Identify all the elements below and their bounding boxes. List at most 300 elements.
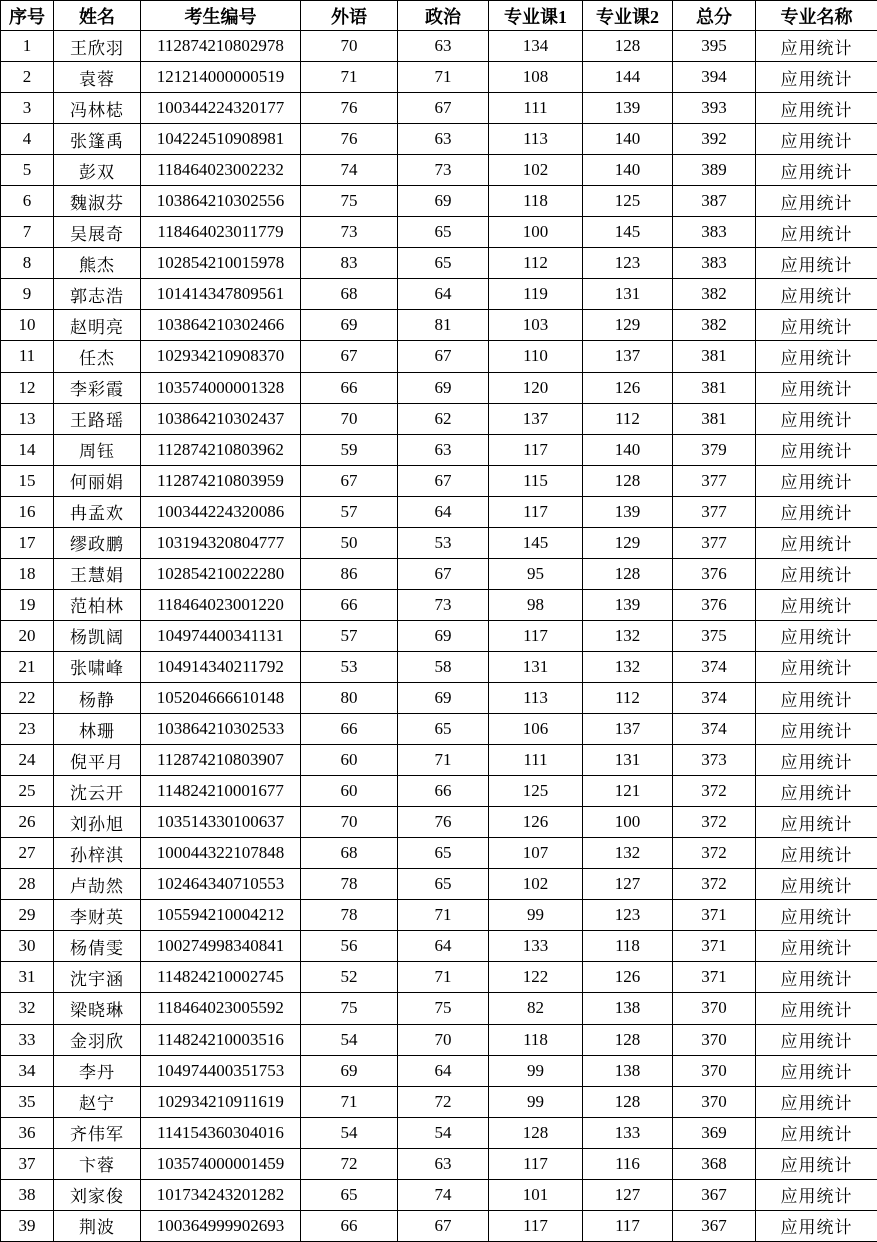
index-cell: 22: [1, 682, 54, 713]
table-row: [1, 279, 877, 310]
table-row: [1, 465, 877, 496]
foreign-language-cell: 70: [301, 31, 398, 62]
major-course-1-cell: 122: [489, 962, 583, 993]
major-cell: 应用统计: [756, 682, 877, 713]
candidate-id-cell: 102934210908370: [141, 341, 301, 372]
major-course-1-cell: 120: [489, 372, 583, 403]
politics-cell: 65: [398, 714, 489, 745]
politics-cell: 67: [398, 93, 489, 124]
candidate-id-cell: 118464023001220: [141, 589, 301, 620]
index-cell: 31: [1, 962, 54, 993]
index-cell: 24: [1, 745, 54, 776]
total-score-cell: 377: [673, 527, 756, 558]
politics-cell: 67: [398, 341, 489, 372]
table-row: [1, 1024, 877, 1055]
major-course-1-cell: 117: [489, 434, 583, 465]
major-course-2-cell: 123: [583, 248, 673, 279]
name-cell: 杨倩雯: [54, 931, 141, 962]
table-row: [1, 776, 877, 807]
major-course-1-cell: 111: [489, 93, 583, 124]
candidate-id-cell: 103864210302556: [141, 186, 301, 217]
major-cell: 应用统计: [756, 714, 877, 745]
name-cell: 王路瑶: [54, 403, 141, 434]
major-course-2-cell: 145: [583, 217, 673, 248]
total-score-cell: 379: [673, 434, 756, 465]
major-course-1-cell: 133: [489, 931, 583, 962]
candidate-id-cell: 102934210911619: [141, 1086, 301, 1117]
table-row: [1, 869, 877, 900]
total-score-cell: 393: [673, 93, 756, 124]
politics-cell: 71: [398, 62, 489, 93]
major-course-2-cell: 116: [583, 1148, 673, 1179]
politics-cell: 62: [398, 403, 489, 434]
candidate-id-cell: 103514330100637: [141, 807, 301, 838]
major-cell: 应用统计: [756, 1086, 877, 1117]
col-header-major-name: 专业名称: [756, 1, 877, 31]
major-cell: 应用统计: [756, 651, 877, 682]
major-cell: 应用统计: [756, 776, 877, 807]
major-course-1-cell: 100: [489, 217, 583, 248]
major-course-2-cell: 132: [583, 838, 673, 869]
major-course-1-cell: 131: [489, 651, 583, 682]
foreign-language-cell: 69: [301, 310, 398, 341]
major-cell: 应用统计: [756, 558, 877, 589]
table-row: [1, 1179, 877, 1210]
major-course-2-cell: 125: [583, 186, 673, 217]
foreign-language-cell: 54: [301, 1024, 398, 1055]
major-course-1-cell: 112: [489, 248, 583, 279]
index-cell: 12: [1, 372, 54, 403]
candidate-id-cell: 112874210803959: [141, 465, 301, 496]
major-course-1-cell: 107: [489, 838, 583, 869]
politics-cell: 65: [398, 869, 489, 900]
candidate-id-cell: 100344224320177: [141, 93, 301, 124]
index-cell: 15: [1, 465, 54, 496]
major-cell: 应用统计: [756, 155, 877, 186]
major-course-1-cell: 113: [489, 682, 583, 713]
total-score-cell: 367: [673, 1210, 756, 1241]
major-course-1-cell: 113: [489, 124, 583, 155]
name-cell: 林珊: [54, 714, 141, 745]
total-score-cell: 381: [673, 341, 756, 372]
foreign-language-cell: 70: [301, 403, 398, 434]
politics-cell: 63: [398, 124, 489, 155]
table-row: [1, 807, 877, 838]
table-row: [1, 993, 877, 1024]
name-cell: 彭双: [54, 155, 141, 186]
index-cell: 17: [1, 527, 54, 558]
index-cell: 33: [1, 1024, 54, 1055]
candidate-id-cell: 103864210302533: [141, 714, 301, 745]
index-cell: 30: [1, 931, 54, 962]
politics-cell: 71: [398, 962, 489, 993]
candidate-id-cell: 105594210004212: [141, 900, 301, 931]
major-course-2-cell: 128: [583, 465, 673, 496]
major-course-1-cell: 99: [489, 900, 583, 931]
politics-cell: 70: [398, 1024, 489, 1055]
foreign-language-cell: 70: [301, 807, 398, 838]
table-row: [1, 496, 877, 527]
major-course-1-cell: 128: [489, 1117, 583, 1148]
major-course-2-cell: 139: [583, 496, 673, 527]
major-course-2-cell: 133: [583, 1117, 673, 1148]
candidate-id-cell: 101414347809561: [141, 279, 301, 310]
index-cell: 10: [1, 310, 54, 341]
index-cell: 34: [1, 1055, 54, 1086]
foreign-language-cell: 56: [301, 931, 398, 962]
candidate-id-cell: 114824210003516: [141, 1024, 301, 1055]
foreign-language-cell: 74: [301, 155, 398, 186]
candidate-id-cell: 100044322107848: [141, 838, 301, 869]
name-cell: 郭志浩: [54, 279, 141, 310]
name-cell: 孙梓淇: [54, 838, 141, 869]
major-cell: 应用统计: [756, 1210, 877, 1241]
foreign-language-cell: 54: [301, 1117, 398, 1148]
name-cell: 杨静: [54, 682, 141, 713]
major-course-1-cell: 99: [489, 1055, 583, 1086]
major-cell: 应用统计: [756, 869, 877, 900]
index-cell: 3: [1, 93, 54, 124]
index-cell: 27: [1, 838, 54, 869]
total-score-cell: 387: [673, 186, 756, 217]
index-cell: 7: [1, 217, 54, 248]
foreign-language-cell: 66: [301, 589, 398, 620]
total-score-cell: 367: [673, 1179, 756, 1210]
table-row: [1, 124, 877, 155]
major-cell: 应用统计: [756, 496, 877, 527]
name-cell: 刘家俊: [54, 1179, 141, 1210]
table-row: [1, 341, 877, 372]
index-cell: 37: [1, 1148, 54, 1179]
candidate-id-cell: 102854210022280: [141, 558, 301, 589]
total-score-cell: 371: [673, 900, 756, 931]
major-course-2-cell: 112: [583, 403, 673, 434]
index-cell: 6: [1, 186, 54, 217]
foreign-language-cell: 68: [301, 838, 398, 869]
table-row: [1, 931, 877, 962]
name-cell: 沈云开: [54, 776, 141, 807]
major-course-2-cell: 127: [583, 1179, 673, 1210]
table-row: [1, 838, 877, 869]
major-course-1-cell: 126: [489, 807, 583, 838]
major-cell: 应用统计: [756, 1179, 877, 1210]
name-cell: 梁晓琳: [54, 993, 141, 1024]
politics-cell: 64: [398, 496, 489, 527]
major-cell: 应用统计: [756, 434, 877, 465]
total-score-cell: 382: [673, 279, 756, 310]
total-score-cell: 374: [673, 682, 756, 713]
total-score-cell: 383: [673, 248, 756, 279]
index-cell: 20: [1, 620, 54, 651]
major-course-2-cell: 129: [583, 527, 673, 558]
index-cell: 23: [1, 714, 54, 745]
foreign-language-cell: 66: [301, 1210, 398, 1241]
major-course-1-cell: 115: [489, 465, 583, 496]
foreign-language-cell: 57: [301, 620, 398, 651]
politics-cell: 58: [398, 651, 489, 682]
candidate-id-cell: 103864210302466: [141, 310, 301, 341]
major-course-2-cell: 138: [583, 1055, 673, 1086]
name-cell: 倪平月: [54, 745, 141, 776]
politics-cell: 71: [398, 745, 489, 776]
politics-cell: 63: [398, 31, 489, 62]
total-score-cell: 370: [673, 993, 756, 1024]
index-cell: 25: [1, 776, 54, 807]
foreign-language-cell: 78: [301, 869, 398, 900]
major-course-2-cell: 140: [583, 124, 673, 155]
politics-cell: 65: [398, 217, 489, 248]
major-course-1-cell: 102: [489, 155, 583, 186]
major-cell: 应用统计: [756, 931, 877, 962]
foreign-language-cell: 57: [301, 496, 398, 527]
index-cell: 9: [1, 279, 54, 310]
politics-cell: 67: [398, 465, 489, 496]
total-score-cell: 370: [673, 1055, 756, 1086]
major-cell: 应用统计: [756, 310, 877, 341]
major-course-2-cell: 128: [583, 1086, 673, 1117]
index-cell: 35: [1, 1086, 54, 1117]
candidate-id-cell: 114154360304016: [141, 1117, 301, 1148]
name-cell: 赵明亮: [54, 310, 141, 341]
col-header-candidate-id: 考生编号: [141, 1, 301, 31]
foreign-language-cell: 67: [301, 465, 398, 496]
politics-cell: 76: [398, 807, 489, 838]
name-cell: 卢劼然: [54, 869, 141, 900]
politics-cell: 72: [398, 1086, 489, 1117]
index-cell: 38: [1, 1179, 54, 1210]
table-row: [1, 527, 877, 558]
total-score-cell: 371: [673, 962, 756, 993]
politics-cell: 66: [398, 776, 489, 807]
foreign-language-cell: 66: [301, 714, 398, 745]
foreign-language-cell: 75: [301, 993, 398, 1024]
name-cell: 任杰: [54, 341, 141, 372]
name-cell: 刘孙旭: [54, 807, 141, 838]
politics-cell: 67: [398, 558, 489, 589]
name-cell: 熊杰: [54, 248, 141, 279]
politics-cell: 81: [398, 310, 489, 341]
candidate-id-cell: 103574000001459: [141, 1148, 301, 1179]
major-course-2-cell: 137: [583, 341, 673, 372]
total-score-cell: 373: [673, 745, 756, 776]
name-cell: 王慧娟: [54, 558, 141, 589]
index-cell: 5: [1, 155, 54, 186]
name-cell: 张篷禹: [54, 124, 141, 155]
major-cell: 应用统计: [756, 62, 877, 93]
candidate-id-cell: 100364999902693: [141, 1210, 301, 1241]
major-cell: 应用统计: [756, 900, 877, 931]
major-course-2-cell: 129: [583, 310, 673, 341]
major-course-1-cell: 137: [489, 403, 583, 434]
major-cell: 应用统计: [756, 372, 877, 403]
col-header-total-score: 总分: [673, 1, 756, 31]
major-course-2-cell: 144: [583, 62, 673, 93]
total-score-cell: 374: [673, 651, 756, 682]
foreign-language-cell: 80: [301, 682, 398, 713]
total-score-cell: 377: [673, 496, 756, 527]
major-course-1-cell: 118: [489, 186, 583, 217]
major-course-2-cell: 139: [583, 93, 673, 124]
foreign-language-cell: 65: [301, 1179, 398, 1210]
index-cell: 26: [1, 807, 54, 838]
major-course-2-cell: 128: [583, 558, 673, 589]
index-cell: 16: [1, 496, 54, 527]
foreign-language-cell: 86: [301, 558, 398, 589]
major-course-2-cell: 117: [583, 1210, 673, 1241]
total-score-cell: 376: [673, 558, 756, 589]
major-course-2-cell: 127: [583, 869, 673, 900]
name-cell: 荆波: [54, 1210, 141, 1241]
major-course-2-cell: 121: [583, 776, 673, 807]
name-cell: 袁蓉: [54, 62, 141, 93]
table-row: [1, 217, 877, 248]
candidate-id-cell: 100344224320086: [141, 496, 301, 527]
name-cell: 金羽欣: [54, 1024, 141, 1055]
major-course-2-cell: 131: [583, 745, 673, 776]
major-cell: 应用统计: [756, 217, 877, 248]
index-cell: 18: [1, 558, 54, 589]
politics-cell: 74: [398, 1179, 489, 1210]
major-course-1-cell: 101: [489, 1179, 583, 1210]
foreign-language-cell: 67: [301, 341, 398, 372]
politics-cell: 63: [398, 434, 489, 465]
major-course-1-cell: 110: [489, 341, 583, 372]
table-row: [1, 558, 877, 589]
major-cell: 应用统计: [756, 186, 877, 217]
candidate-id-cell: 104974400351753: [141, 1055, 301, 1086]
table-row: [1, 1148, 877, 1179]
table-header: [1, 1, 877, 31]
index-cell: 13: [1, 403, 54, 434]
politics-cell: 71: [398, 900, 489, 931]
major-course-2-cell: 112: [583, 682, 673, 713]
total-score-cell: 389: [673, 155, 756, 186]
foreign-language-cell: 60: [301, 776, 398, 807]
table-row: [1, 372, 877, 403]
major-course-2-cell: 132: [583, 651, 673, 682]
total-score-cell: 372: [673, 807, 756, 838]
table-body: [1, 31, 877, 1242]
name-cell: 杨凯阔: [54, 620, 141, 651]
politics-cell: 64: [398, 1055, 489, 1086]
table-row: [1, 620, 877, 651]
total-score-cell: 382: [673, 310, 756, 341]
table-row: [1, 651, 877, 682]
major-cell: 应用统计: [756, 341, 877, 372]
major-course-1-cell: 117: [489, 1210, 583, 1241]
index-cell: 39: [1, 1210, 54, 1241]
politics-cell: 65: [398, 248, 489, 279]
name-cell: 冉孟欢: [54, 496, 141, 527]
politics-cell: 69: [398, 372, 489, 403]
index-cell: 11: [1, 341, 54, 372]
major-cell: 应用统计: [756, 838, 877, 869]
major-course-2-cell: 118: [583, 931, 673, 962]
major-course-2-cell: 140: [583, 155, 673, 186]
major-cell: 应用统计: [756, 1148, 877, 1179]
candidate-id-cell: 112874210803962: [141, 434, 301, 465]
name-cell: 赵宁: [54, 1086, 141, 1117]
table-row: [1, 682, 877, 713]
major-course-2-cell: 128: [583, 1024, 673, 1055]
total-score-cell: 381: [673, 372, 756, 403]
major-course-1-cell: 134: [489, 31, 583, 62]
major-course-1-cell: 106: [489, 714, 583, 745]
major-cell: 应用统计: [756, 93, 877, 124]
major-course-1-cell: 82: [489, 993, 583, 1024]
major-course-1-cell: 118: [489, 1024, 583, 1055]
table-row: [1, 1055, 877, 1086]
index-cell: 29: [1, 900, 54, 931]
name-cell: 齐伟军: [54, 1117, 141, 1148]
index-cell: 8: [1, 248, 54, 279]
name-cell: 李丹: [54, 1055, 141, 1086]
candidate-id-cell: 104224510908981: [141, 124, 301, 155]
table-row: [1, 155, 877, 186]
candidate-id-cell: 105204666610148: [141, 682, 301, 713]
table-row: [1, 62, 877, 93]
major-course-1-cell: 102: [489, 869, 583, 900]
major-cell: 应用统计: [756, 962, 877, 993]
politics-cell: 63: [398, 1148, 489, 1179]
candidate-id-cell: 100274998340841: [141, 931, 301, 962]
candidate-id-cell: 104974400341131: [141, 620, 301, 651]
index-cell: 14: [1, 434, 54, 465]
major-cell: 应用统计: [756, 279, 877, 310]
major-course-2-cell: 138: [583, 993, 673, 1024]
major-course-1-cell: 117: [489, 496, 583, 527]
table-row: [1, 714, 877, 745]
total-score-cell: 394: [673, 62, 756, 93]
total-score-cell: 372: [673, 869, 756, 900]
total-score-cell: 371: [673, 931, 756, 962]
foreign-language-cell: 53: [301, 651, 398, 682]
candidate-id-cell: 112874210803907: [141, 745, 301, 776]
foreign-language-cell: 78: [301, 900, 398, 931]
name-cell: 卞蓉: [54, 1148, 141, 1179]
major-course-2-cell: 132: [583, 620, 673, 651]
index-cell: 28: [1, 869, 54, 900]
total-score-cell: 370: [673, 1086, 756, 1117]
candidate-id-cell: 114824210002745: [141, 962, 301, 993]
politics-cell: 69: [398, 620, 489, 651]
major-course-2-cell: 123: [583, 900, 673, 931]
index-cell: 21: [1, 651, 54, 682]
foreign-language-cell: 83: [301, 248, 398, 279]
table-row: [1, 310, 877, 341]
index-cell: 19: [1, 589, 54, 620]
major-course-2-cell: 140: [583, 434, 673, 465]
major-cell: 应用统计: [756, 248, 877, 279]
candidate-id-cell: 103864210302437: [141, 403, 301, 434]
foreign-language-cell: 50: [301, 527, 398, 558]
major-cell: 应用统计: [756, 124, 877, 155]
politics-cell: 67: [398, 1210, 489, 1241]
major-course-2-cell: 137: [583, 714, 673, 745]
foreign-language-cell: 76: [301, 124, 398, 155]
foreign-language-cell: 60: [301, 745, 398, 776]
candidate-id-cell: 114824210001677: [141, 776, 301, 807]
name-cell: 吴展奇: [54, 217, 141, 248]
major-cell: 应用统计: [756, 403, 877, 434]
name-cell: 李彩霞: [54, 372, 141, 403]
major-cell: 应用统计: [756, 589, 877, 620]
name-cell: 李财英: [54, 900, 141, 931]
table-row: [1, 248, 877, 279]
total-score-cell: 376: [673, 589, 756, 620]
name-cell: 魏淑芬: [54, 186, 141, 217]
table-row: [1, 1086, 877, 1117]
